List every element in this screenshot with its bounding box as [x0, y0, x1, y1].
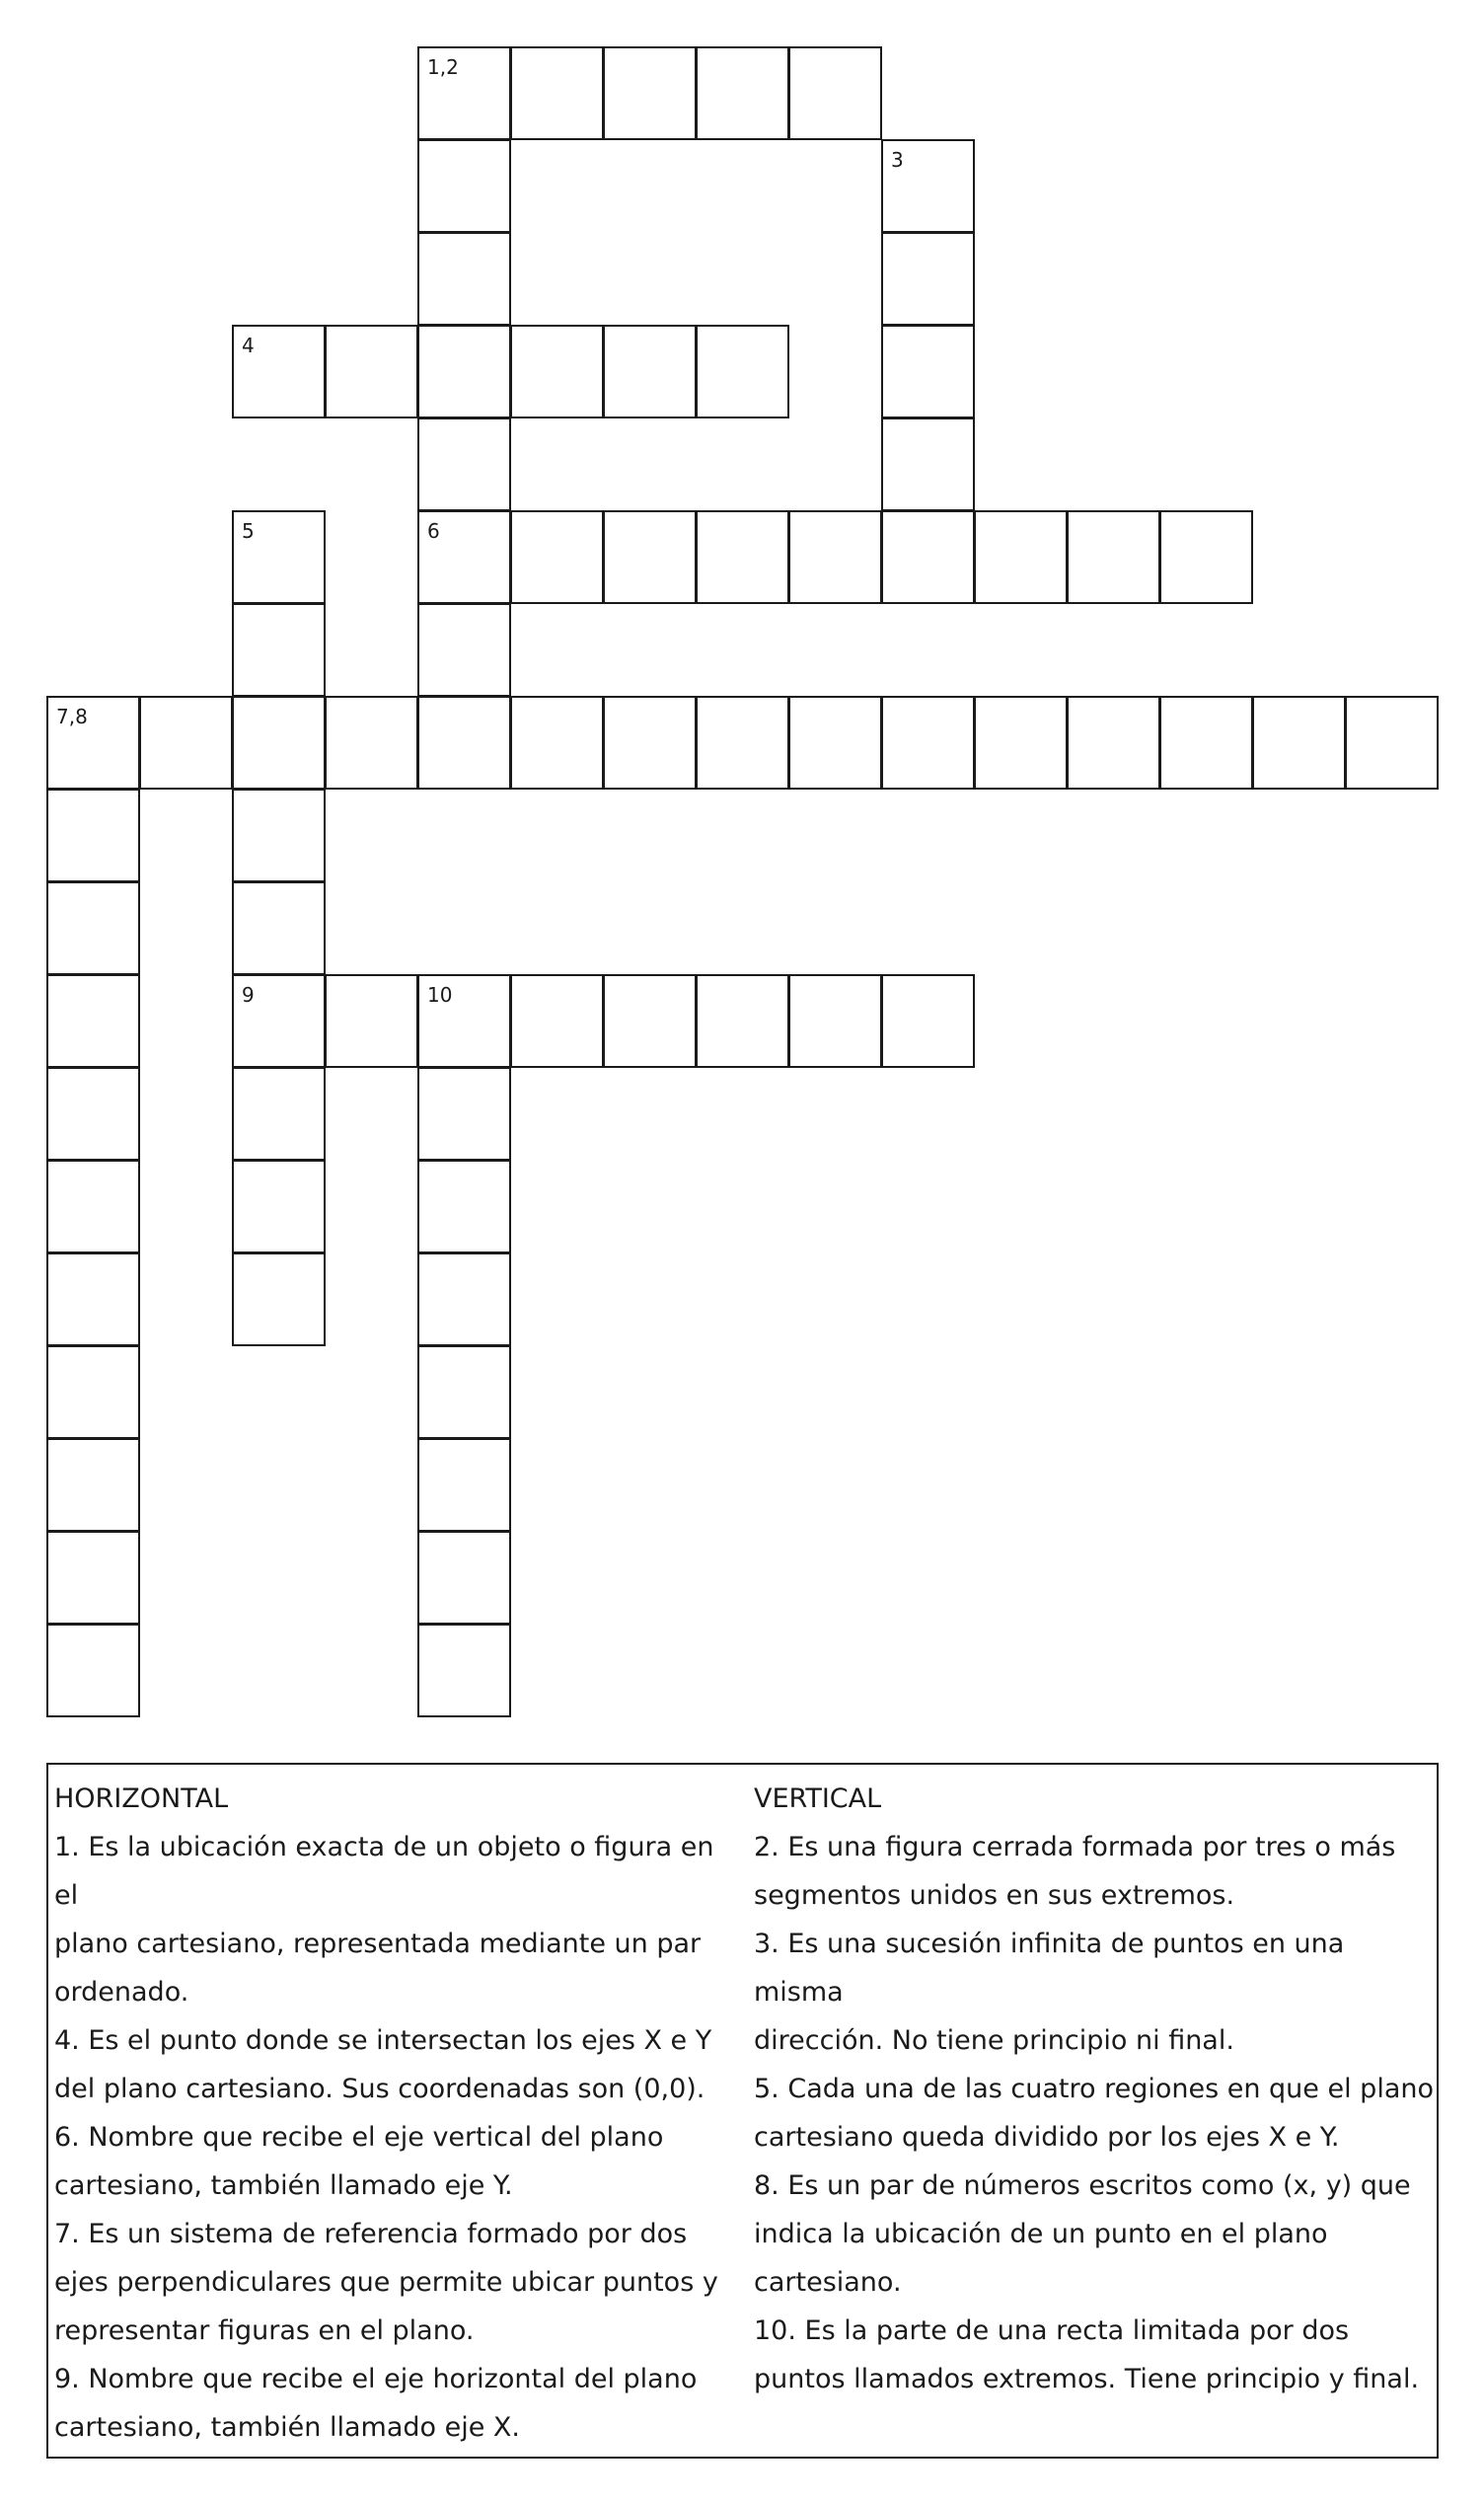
- crossword-cell[interactable]: [417, 325, 511, 418]
- clue-line: 8. Es un par de números escritos como (x, y) que: [754, 2170, 1411, 2201]
- crossword-cell[interactable]: [417, 1252, 511, 1346]
- vertical-clues: [754, 1775, 1435, 2403]
- crossword-cell[interactable]: [510, 510, 604, 604]
- crossword-cell[interactable]: [232, 789, 326, 882]
- crossword-cell[interactable]: [232, 603, 326, 697]
- crossword-cell[interactable]: [603, 696, 697, 790]
- crossword-cell[interactable]: [325, 325, 418, 418]
- crossword-cell[interactable]: [696, 46, 789, 140]
- crossword-cell[interactable]: [510, 325, 604, 418]
- crossword-cell[interactable]: [325, 974, 418, 1068]
- crossword-cell[interactable]: [46, 1067, 140, 1161]
- clue-line: plano cartesiano, representada mediante un par: [54, 1929, 702, 1959]
- vertical-heading: VERTICAL: [754, 1783, 882, 1814]
- crossword-cell[interactable]: [881, 417, 975, 511]
- crossword-cell[interactable]: [417, 1345, 511, 1439]
- vertical-clue: [754, 1920, 1435, 2065]
- crossword-cell[interactable]: [881, 974, 975, 1068]
- clue-line: 2. Es una figura cerrada formada por tres o más: [754, 1832, 1396, 1862]
- crossword-cell[interactable]: [232, 881, 326, 975]
- clue-number: 1,2: [427, 55, 459, 79]
- clue-line: 5. Cada una de las cuatro regiones en que el plano: [754, 2074, 1435, 2104]
- clue-line: representar figuras en el plano.: [54, 2315, 475, 2346]
- horizontal-clues: [54, 1775, 745, 2452]
- crossword-cell[interactable]: [417, 696, 511, 790]
- crossword-cell[interactable]: [46, 1531, 140, 1625]
- crossword-cell[interactable]: [1067, 510, 1160, 604]
- crossword-cell[interactable]: [417, 1531, 511, 1625]
- crossword-cell[interactable]: [46, 1438, 140, 1532]
- crossword-cell[interactable]: [1159, 510, 1253, 604]
- crossword-cell[interactable]: [881, 325, 975, 418]
- horizontal-clue: [54, 2355, 745, 2452]
- clue-line: 10. Es la parte de una recta limitada por dos: [754, 2315, 1350, 2346]
- crossword-cell[interactable]: [232, 974, 326, 1068]
- clue-line: indica la ubicación de un punto en el plano: [754, 2219, 1328, 2249]
- crossword-cell[interactable]: [46, 1624, 140, 1717]
- crossword-cell[interactable]: [1159, 696, 1253, 790]
- clue-line: del plano cartesiano. Sus coordenadas son (0,0).: [54, 2074, 705, 2104]
- crossword-cell[interactable]: [232, 1067, 326, 1161]
- clue-number: 3: [891, 148, 904, 172]
- crossword-cell[interactable]: [510, 974, 604, 1068]
- crossword-cell[interactable]: [1252, 696, 1346, 790]
- horizontal-clue: [54, 2113, 745, 2210]
- crossword-cell[interactable]: [46, 1345, 140, 1439]
- crossword-cell[interactable]: [417, 1438, 511, 1532]
- crossword-cell[interactable]: [881, 232, 975, 326]
- crossword-cell[interactable]: [325, 696, 418, 790]
- clue-line: dirección. No tiene principio ni final.: [754, 2025, 1234, 2056]
- horizontal-clue: [54, 2210, 745, 2355]
- crossword-cell[interactable]: [46, 1160, 140, 1253]
- clue-number: 5: [242, 519, 255, 543]
- crossword-cell[interactable]: [788, 696, 882, 790]
- crossword-cell[interactable]: [1067, 696, 1160, 790]
- clue-line: puntos llamados extremos. Tiene principio y final.: [754, 2364, 1420, 2394]
- crossword-cell[interactable]: [510, 696, 604, 790]
- crossword-cell[interactable]: [417, 510, 511, 604]
- crossword-cell[interactable]: [417, 1160, 511, 1253]
- clue-line: cartesiano, también llamado eje X.: [54, 2412, 520, 2443]
- crossword-cell[interactable]: [46, 881, 140, 975]
- clue-number: 9: [242, 983, 255, 1007]
- crossword-cell[interactable]: [232, 696, 326, 790]
- clue-number: 10: [427, 983, 453, 1007]
- crossword-cell[interactable]: [139, 696, 233, 790]
- crossword-cell[interactable]: [881, 696, 975, 790]
- horizontal-heading: HORIZONTAL: [54, 1783, 229, 1814]
- crossword-cell[interactable]: [417, 417, 511, 511]
- crossword-cell[interactable]: [417, 1624, 511, 1717]
- clue-line: 7. Es un sistema de referencia formado por dos: [54, 2219, 688, 2249]
- clue-line: cartesiano queda dividido por los ejes X e Y.: [754, 2122, 1340, 2153]
- clue-number: 7,8: [56, 705, 88, 728]
- crossword-cell[interactable]: [46, 1252, 140, 1346]
- clue-line: ejes perpendiculares que permite ubicar puntos y: [54, 2267, 718, 2298]
- clue-line: segmentos unidos en sus extremos.: [754, 1880, 1235, 1911]
- crossword-cell[interactable]: [46, 696, 140, 790]
- crossword-cell[interactable]: [46, 789, 140, 882]
- crossword-cell[interactable]: [696, 974, 789, 1068]
- crossword-cell[interactable]: [232, 325, 326, 418]
- vertical-clue: [754, 2307, 1435, 2403]
- crossword-cell[interactable]: [417, 603, 511, 697]
- crossword-cell[interactable]: [1345, 696, 1439, 790]
- crossword-cell[interactable]: [788, 974, 882, 1068]
- crossword-cell[interactable]: [417, 1067, 511, 1161]
- crossword-cell[interactable]: [603, 46, 697, 140]
- clue-number: 6: [427, 519, 440, 543]
- crossword-cell[interactable]: [788, 46, 882, 140]
- crossword-cell[interactable]: [232, 510, 326, 604]
- vertical-clue: [754, 2065, 1435, 2161]
- horizontal-clue: [54, 2016, 745, 2113]
- crossword-cell[interactable]: [46, 974, 140, 1068]
- crossword-cell[interactable]: [417, 974, 511, 1068]
- crossword-cell[interactable]: [603, 974, 697, 1068]
- horizontal-clue: [54, 1823, 745, 2016]
- crossword-cell[interactable]: [696, 696, 789, 790]
- crossword-cell[interactable]: [603, 325, 697, 418]
- clue-line: 6. Nombre que recibe el eje vertical del plano: [54, 2122, 664, 2153]
- clue-line: 4. Es el punto donde se intersectan los ejes X e Y: [54, 2025, 712, 2056]
- crossword-cell[interactable]: [696, 510, 789, 604]
- clue-line: ordenado.: [54, 1977, 189, 2008]
- crossword-cell[interactable]: [974, 696, 1068, 790]
- crossword-cell[interactable]: [417, 232, 511, 326]
- clue-line: cartesiano, también llamado eje Y.: [54, 2170, 513, 2201]
- vertical-clue: [754, 1823, 1435, 1920]
- clue-line: 9. Nombre que recibe el eje horizontal del plano: [54, 2364, 698, 2394]
- vertical-clue: [754, 2161, 1435, 2307]
- crossword-cell[interactable]: [974, 510, 1068, 604]
- crossword-cell[interactable]: [603, 510, 697, 604]
- crossword-cell[interactable]: [696, 325, 789, 418]
- crossword-cell[interactable]: [417, 139, 511, 233]
- clue-line: cartesiano.: [754, 2267, 902, 2298]
- clue-line: 3. Es una sucesión infinita de puntos en una misma: [754, 1929, 1345, 2008]
- clue-line: 1. Es la ubicación exacta de un objeto o figura en el: [54, 1832, 714, 1911]
- crossword-cell[interactable]: [417, 46, 511, 140]
- clues-box: [46, 1763, 1439, 2459]
- crossword-cell[interactable]: [510, 46, 604, 140]
- crossword-cell[interactable]: [232, 1252, 326, 1346]
- crossword-cell[interactable]: [881, 139, 975, 233]
- crossword-cell[interactable]: [788, 510, 882, 604]
- crossword-cell[interactable]: [881, 510, 975, 604]
- clue-number: 4: [242, 334, 255, 357]
- crossword-cell[interactable]: [232, 1160, 326, 1253]
